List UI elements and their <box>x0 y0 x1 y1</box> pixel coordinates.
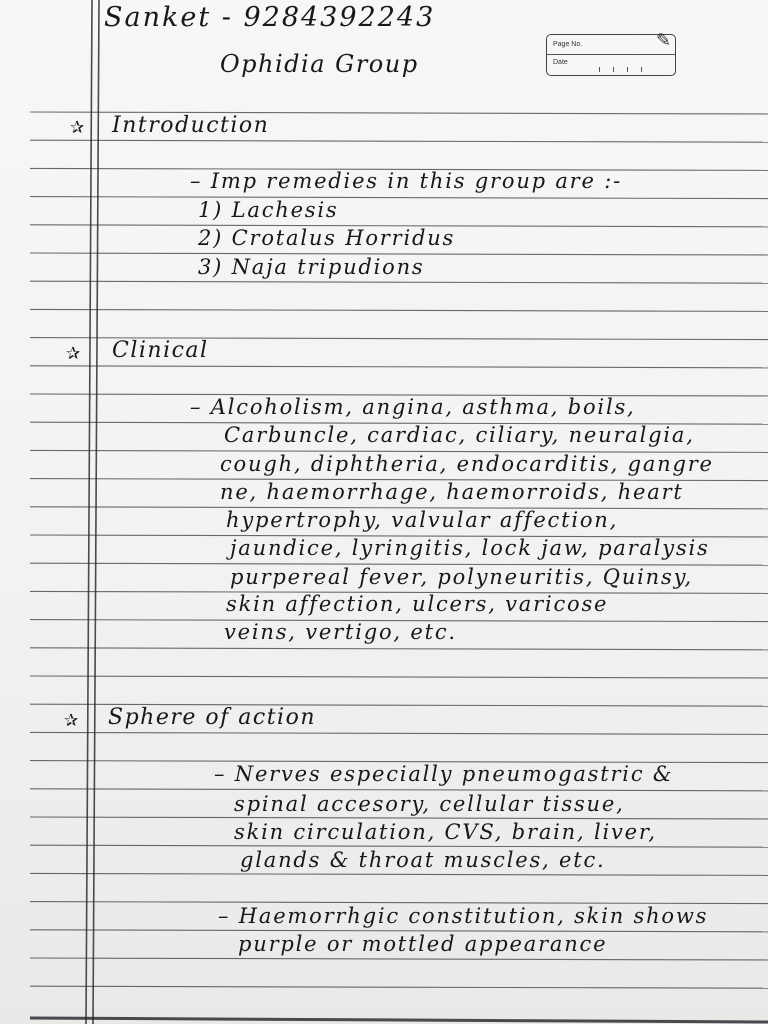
ruled-line <box>30 648 768 650</box>
intro-line-2: 1) Lachesis <box>198 198 339 222</box>
intro-line-1: – Imp remedies in this group are :- <box>190 169 622 193</box>
ruled-line <box>30 309 768 311</box>
clinical-line-8: skin affection, ulcers, varicose <box>226 592 609 616</box>
sphere-line-5: – Haemorrhgic constitution, skin shows <box>218 904 709 928</box>
clinical-line-2: Carbuncle, cardiac, ciliary, neuralgia, <box>224 423 695 447</box>
ruled-line <box>30 281 768 283</box>
sphere-line-2: spinal accesory, cellular tissue, <box>234 792 625 816</box>
clinical-line-3: cough, diphtheria, endocarditis, gangre <box>220 452 714 476</box>
sphere-line-4: glands & throat muscles, etc. <box>240 848 606 872</box>
page-title: Ophidia Group <box>220 50 419 78</box>
pencil-icon: ✎ <box>656 30 672 51</box>
ruled-line <box>30 817 768 819</box>
clinical-line-6: jaundice, lyringitis, lock jaw, paralysis <box>230 536 710 560</box>
date-label: Date <box>553 59 568 66</box>
star-bullet-icon: ✰ <box>66 344 81 364</box>
ruled-line <box>30 197 768 199</box>
section-heading-sphere-of-action: Sphere of action <box>108 705 316 730</box>
clinical-line-9: veins, vertigo, etc. <box>224 620 457 644</box>
ruled-line <box>30 873 768 875</box>
ruled-line <box>30 986 768 988</box>
clinical-line-4: ne, haemorrhage, haemorroids, heart <box>220 480 684 504</box>
ruled-line <box>30 366 768 368</box>
ruled-line <box>30 958 768 960</box>
author-name-phone: Sanket - 9284392243 <box>104 2 436 33</box>
clinical-line-5: hypertrophy, valvular affection, <box>226 508 619 532</box>
ruled-line <box>30 676 768 678</box>
ruled-line <box>30 140 768 142</box>
ruled-line <box>30 789 768 791</box>
star-bullet-icon: ✰ <box>70 118 85 138</box>
clinical-line-1: – Alcoholism, angina, asthma, boils, <box>190 395 636 419</box>
sphere-line-1: – Nerves especially pneumogastric & <box>214 762 674 786</box>
intro-line-3: 2) Crotalus Horridus <box>198 226 456 250</box>
section-heading-introduction: Introduction <box>112 113 270 138</box>
ruled-line <box>30 845 768 847</box>
star-bullet-icon: ✰ <box>64 711 79 731</box>
page-no-label: Page No. <box>553 41 583 48</box>
section-heading-clinical: Clinical <box>112 338 209 363</box>
ruled-line <box>30 732 768 734</box>
clinical-line-7: purpereal fever, polyneuritis, Quinsy, <box>230 565 693 589</box>
sphere-line-3: skin circulation, CVS, brain, liver, <box>234 820 657 844</box>
intro-line-4: 3) Naja tripudions <box>198 255 425 279</box>
sphere-line-6: purple or mottled appearance <box>238 932 608 956</box>
